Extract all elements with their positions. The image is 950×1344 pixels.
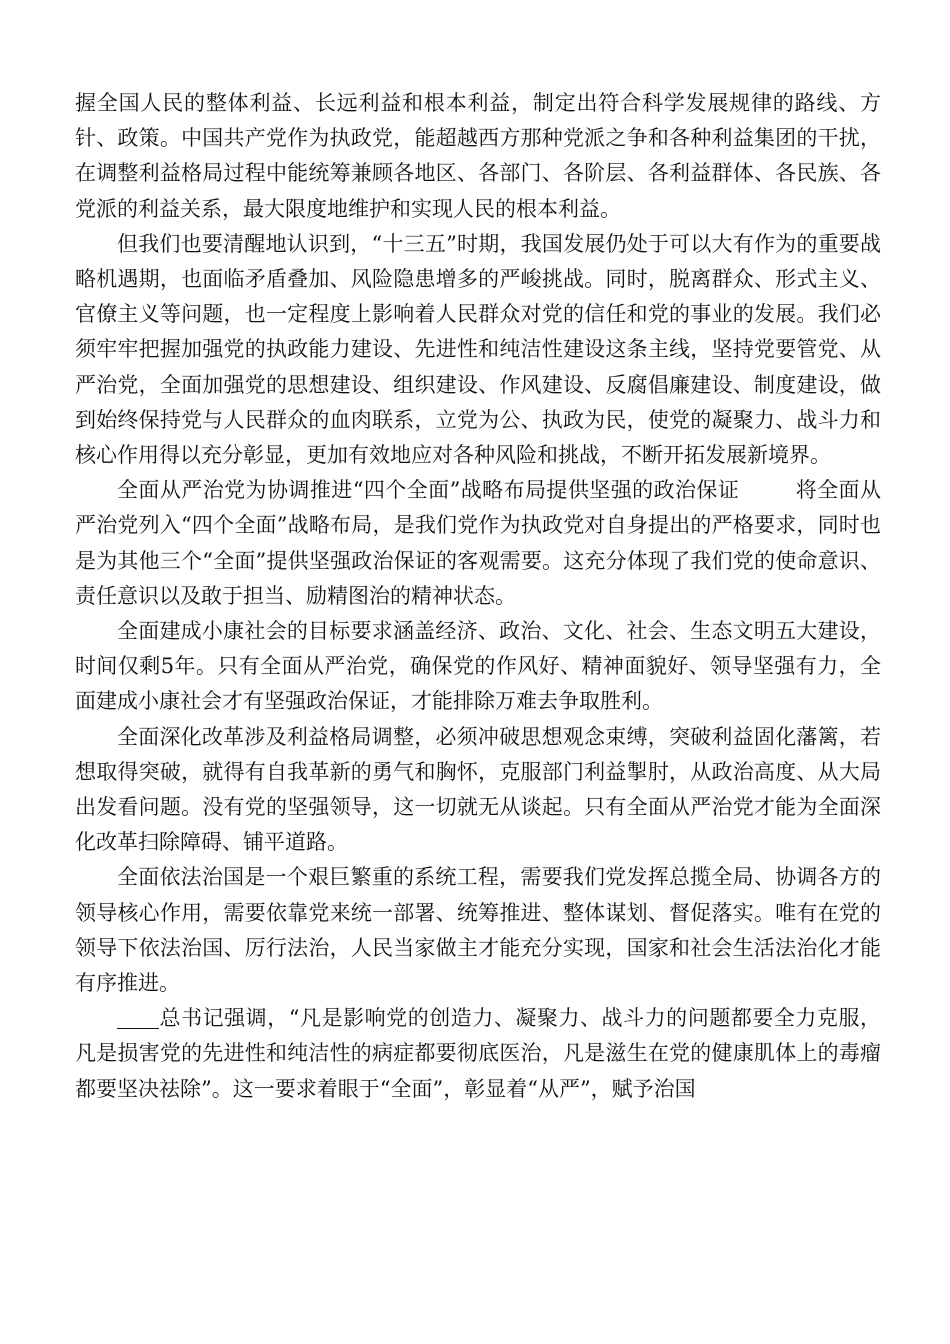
paragraph-4: 全面建成小康社会的目标要求涵盖经济、政治、文化、社会、生态文明五大建设，时间仅剩5年。只有全面从严治党，确保党的作风好、精神面貌好、领导坚强有力，全面建成小康社会才有坚强政治保证，才能排除万难去争取胜利。 (75, 619, 881, 714)
blank-underline (117, 1006, 159, 1029)
paragraph-1: 握全国人民的整体利益、长远利益和根本利益，制定出符合科学发展规律的路线、方针、政策。中国共产党作为执政党，能超越西方那种党派之争和各种利益集团的干扰，在调整利益格局过程中能统筹兼顾各地区、各部门、各阶层、各利益群体、各民族、各党派的利益关系，最大限度地维护和实现人民的根本利益。 (75, 91, 881, 221)
section-heading: 全面从严治党为协调推进“四个全面”战略布局提供坚强的政治保证 (117, 478, 740, 503)
paragraph-2: 但我们也要清醒地认识到，“十三五”时期，我国发展仍处于可以大有作为的重要战略机遇期，也面临矛盾叠加、风险隐患增多的严峻挑战。同时，脱离群众、形式主义、官僚主义等问题，也一定程度上影响着人民群众对党的信任和党的事业的发展。我们必须牢牢把握加强党的执政能力建设、先进性和纯洁性建设这条主线，坚持党要管党、从严治党，全面加强党的思想建设、组织建设、作风建设、反腐倡廉建设、制度建设，做到始终保持党与人民群众的血肉联系，立党为公、执政为民，使党的凝聚力、战斗力和核心作用得以充分彰显，更加有效地应对各种风险和挑战，不断开拓发展新境界。 (75, 231, 881, 468)
paragraph-3 (75, 473, 881, 614)
document-page (75, 86, 881, 1107)
paragraph-7-body: 总书记强调，“凡是影响党的创造力、凝聚力、战斗力的问题都要全力克服，凡是损害党的先进性和纯洁性的病症都要彻底医治，凡是滋生在党的健康肌体上的毒瘤都要坚决祛除”。这一要求着眼于“全面”，彰显着“从严”，赋予治国 (75, 1006, 881, 1101)
paragraph-6: 全面依法治国是一个艰巨繁重的系统工程，需要我们党发挥总揽全局、协调各方的领导核心作用，需要依靠党来统一部署、统筹推进、整体谋划、督促落实。唯有在党的领导下依法治国、厉行法治，人民当家做主才能充分实现，国家和社会生活法治化才能有序推进。 (75, 865, 881, 996)
paragraph-7 (75, 1001, 881, 1107)
paragraph-5: 全面深化改革涉及利益格局调整，必须冲破思想观念束缚，突破利益固化藩篱，若想取得突破，就得有自我革新的勇气和胸怀，克服部门利益掣肘，从政治高度、从大局出发看问题。没有党的坚强领导，这一切就无从谈起。只有全面从严治党才能为全面深化改革扫除障碍、铺平道路。 (75, 724, 881, 855)
paragraph-3-body: 将全面从严治党列入“四个全面”战略布局，是我们党作为执政党对自身提出的严格要求，同时也是为其他三个“全面”提供坚强政治保证的客观需要。这充分体现了我们党的使命意识、责任意识以及敢于担当、励精图治的精神状态。 (75, 478, 881, 608)
